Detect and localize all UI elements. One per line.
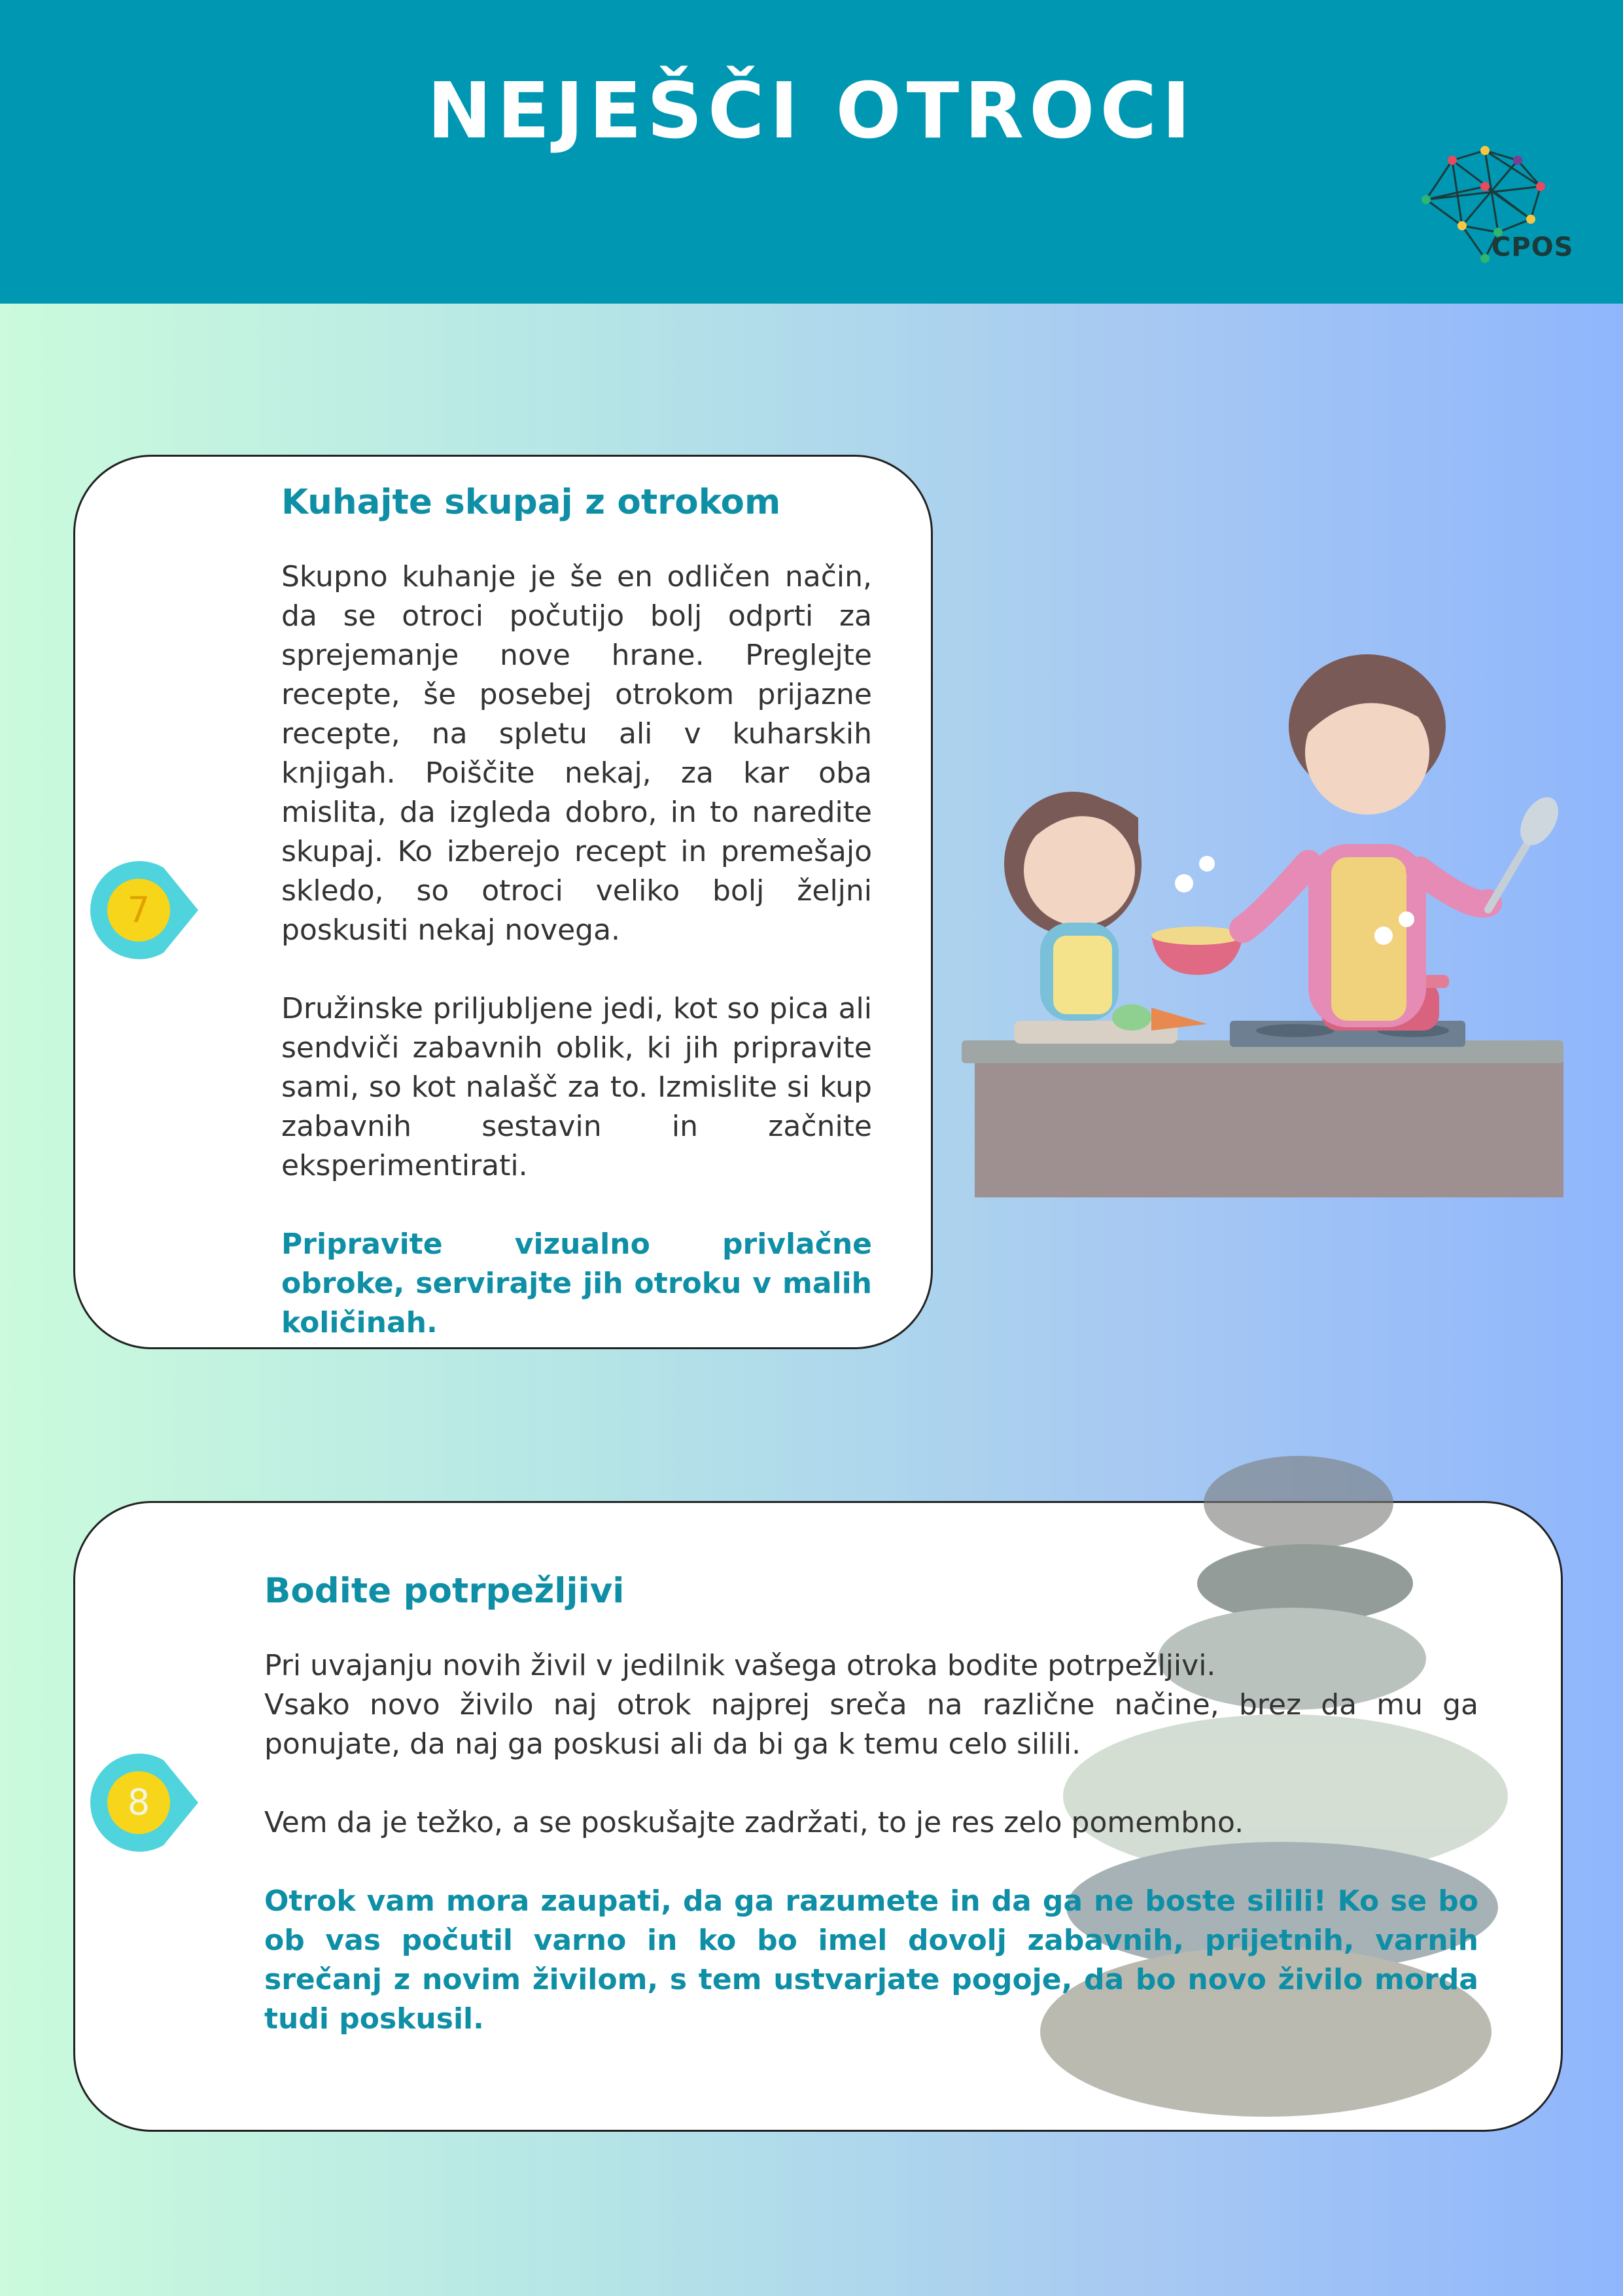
header-banner [0,0,1623,304]
section-number-7: 7 [127,889,150,930]
section-8-line-1: Pri uvajanju novih živil v jedilnik vašega otroka bodite potrpežljivi. [264,1649,1216,1682]
section-8-highlight: Otrok vam mora zaupati, da ga razumete in da ga ne boste silili! Ko se bo ob vas počutil varno in ko bo imel dovolj zabavnih, prijetnih, varnih srečanj z novim živilom, s tem ustvarjate pogoje, da bo novo živilo morda tudi poskusil. [264,1884,1478,2036]
logo-text: CPOS [1492,232,1574,262]
section-7-paragraph-2: Družinske priljubljene jedi, kot so pica ali sendviči zabavnih oblik, ki jih pripravite sami, so kot nalašč za to. Izmislite si kup zabavnih sestavin in začnite eksperimentirati. [281,992,872,1182]
section-7-content [281,476,872,1343]
page-title: NEJEŠČI OTROCI [427,65,1196,156]
section-8-title: Bodite potrpežljivi [264,1571,625,1611]
section-8-line-2: Vsako novo živilo naj otrok najprej sreča na različne načine, brez da mu ga ponujate, da naj ga poskusi ali da bi ga k temu celo silili. [264,1688,1478,1761]
section-7-highlight: Pripravite vizualno privlačne obroke, servirajte jih otroku v malih količinah. [281,1227,872,1339]
section-7-title: Kuhajte skupaj z otrokom [281,482,781,522]
section-8-content [264,1565,1478,2039]
section-8-paragraph-2: Vem da je težko, a se poskušajte zadržati, to je res zelo pomembno. [264,1806,1244,1839]
mother-child-cooking-illustration [955,654,1570,1204]
section-number-8: 8 [127,1782,150,1823]
section-7-paragraph-1: Skupno kuhanje je še en odličen način, da se otroci počutijo bolj odprti za sprejemanje nove hrane. Preglejte recepte, še posebej otrokom prijazne recepte, na spletu ali v kuharskih knjigah. Poiščite nekaj, za kar oba mislita, da izgleda dobro, in to naredite skupaj. Ko izberejo recept in premešajo skledo, so otroci veliko bolj željni poskusiti nekaj novega. [281,560,872,947]
